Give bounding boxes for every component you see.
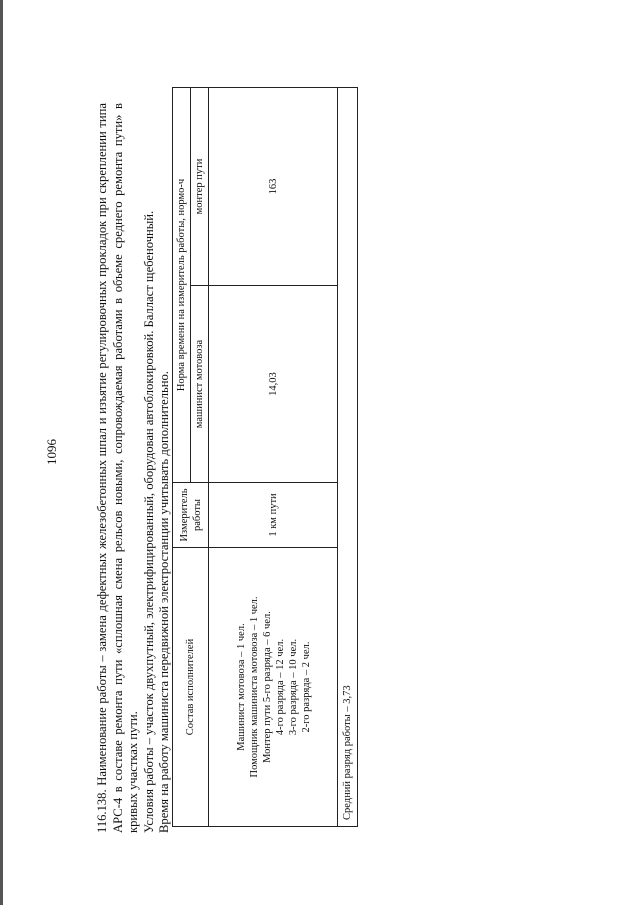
page-number: 1096 <box>44 439 59 465</box>
header-composition: Состав исполнителей <box>173 548 209 827</box>
header-norm: Норма времени на измеритель работы, нормо-ч <box>173 88 191 483</box>
track-fitter-value: 163 <box>209 88 338 286</box>
worker-item: Помощник машиниста мотовоза – 1 чел. <box>249 596 260 778</box>
table-row <box>209 88 338 827</box>
table-footer-row <box>338 88 358 827</box>
worker-item: 2-го разряда – 2 чел. <box>301 641 312 733</box>
header-motor-driver: машинист мотовоза <box>191 286 209 483</box>
work-title: 116.138. Наименование работы – замена дефектных железобетонных шпал и изъятие регулировочных прокладок при скреплении типа АРС-4 в составе ремонта пути «сплошная смена рельсов новыми, сопровождаемая работами в объеме среднего ремонта пути» в кривых участках пути. <box>95 103 141 833</box>
time-norm-table <box>172 87 358 827</box>
worker-item: 3-го разряда – 10 чел. <box>288 638 299 736</box>
header-unit: Измеритель работы <box>173 483 209 548</box>
work-note: Время на работу машиниста передвижной электростанции учитывать дополнительно. <box>157 371 172 833</box>
section-header <box>95 103 173 833</box>
workers-list <box>209 548 338 827</box>
work-conditions: Условия работы – участок двухпутный, электрифицированный, оборудован автоблокировкой. Балласт щебеночный. <box>141 210 156 833</box>
worker-item: Монтер пути 5-го разряда – 6 чел. <box>262 611 273 763</box>
table-header-row <box>173 88 191 827</box>
average-grade: Средний разряд работы – 3,73 <box>338 88 358 827</box>
worker-item: 4-го разряда – 12 чел. <box>275 638 286 736</box>
unit-value: 1 км пути <box>209 483 338 548</box>
worker-item: Машинист мотовоза – 1 чел. <box>236 623 247 751</box>
motor-driver-value: 14,03 <box>209 286 338 483</box>
header-track-fitter: монтер пути <box>191 88 209 286</box>
